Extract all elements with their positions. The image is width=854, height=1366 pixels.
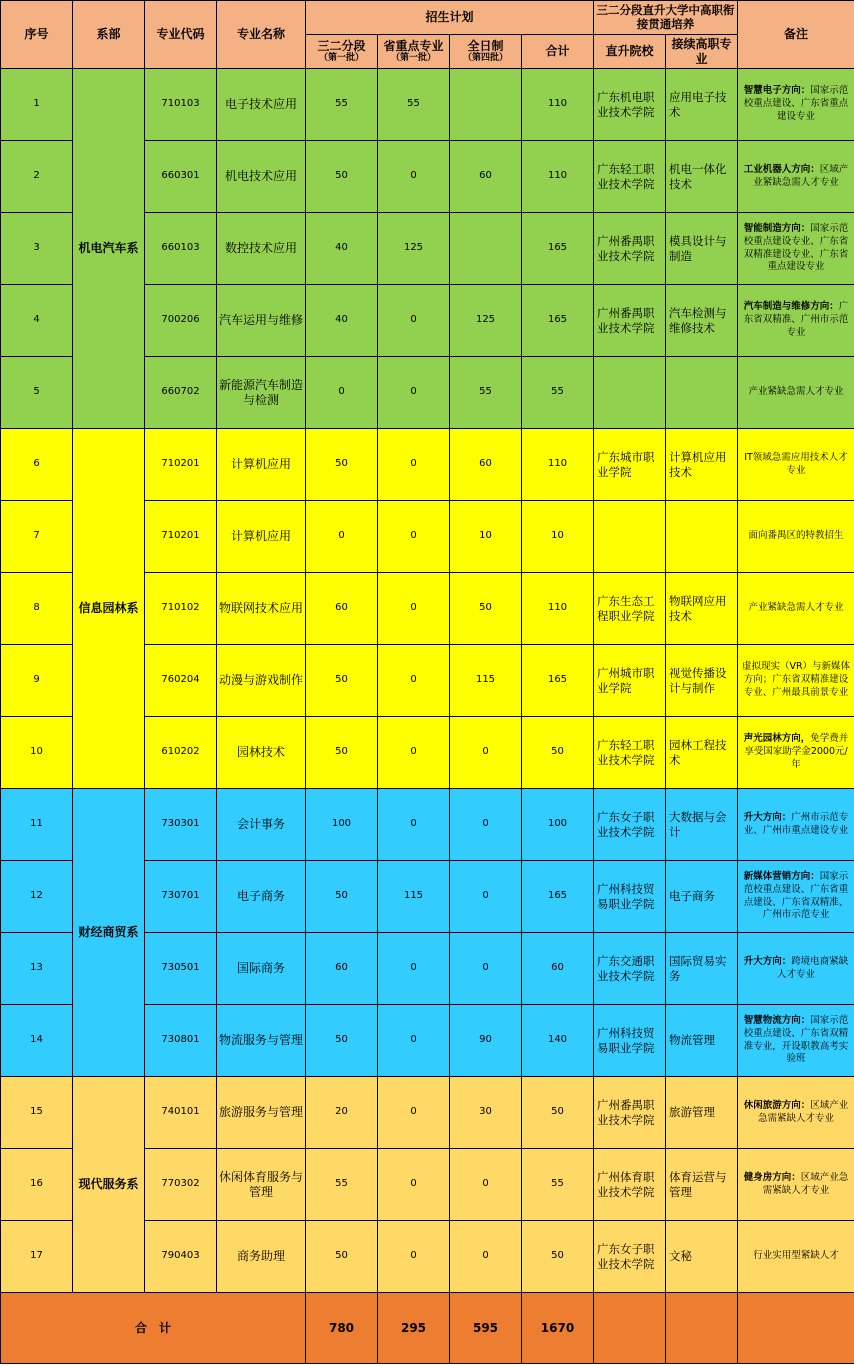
seq-cell: 4 (1, 285, 73, 357)
school-cell: 广州番禺职业技术学院 (594, 285, 666, 357)
code-cell: 790403 (145, 1221, 217, 1293)
school-cell: 广东交通职业技术学院 (594, 933, 666, 1005)
note-text: 区域产业紧缺急需人才专业 (753, 163, 849, 188)
plan-key-cell: 0 (378, 789, 450, 861)
seq-cell: 1 (1, 69, 73, 141)
plan-32-cell: 0 (306, 501, 378, 573)
note-cell (738, 69, 854, 141)
note-cell (738, 861, 854, 933)
seq-cell: 6 (1, 429, 73, 501)
header-note: 备注 (738, 1, 854, 69)
plan-key-cell: 0 (378, 1221, 450, 1293)
seq-cell: 2 (1, 141, 73, 213)
plan-32-cell: 40 (306, 213, 378, 285)
seq-cell: 3 (1, 213, 73, 285)
seq-cell: 9 (1, 645, 73, 717)
code-cell: 660702 (145, 357, 217, 429)
note-cell (738, 357, 854, 429)
header-school: 直升院校 (594, 35, 666, 69)
code-cell: 710201 (145, 429, 217, 501)
major-cell (666, 501, 738, 573)
name-cell: 新能源汽车制造与检测 (217, 357, 306, 429)
dept-cell: 财经商贸系 (73, 789, 145, 1077)
plan-full-cell: 0 (450, 1221, 522, 1293)
name-cell: 旅游服务与管理 (217, 1077, 306, 1149)
plan-total-cell: 165 (522, 645, 594, 717)
plan-32-cell: 20 (306, 1077, 378, 1149)
plan-total-cell: 10 (522, 501, 594, 573)
plan-32-cell: 50 (306, 1005, 378, 1077)
header-32: 三二分段 （第一批） (306, 35, 378, 69)
school-cell: 广州番禺职业技术学院 (594, 213, 666, 285)
note-highlight: 新媒体营销方向： (743, 870, 820, 882)
note-highlight: 工业机器人方向： (743, 163, 820, 175)
name-cell: 休闲体育服务与管理 (217, 1149, 306, 1221)
plan-key-cell: 0 (378, 357, 450, 429)
header-key: 省重点专业 （第一批） (378, 35, 450, 69)
note-text: 区域产业急需紧缺人才专业 (762, 1171, 849, 1196)
note-text: 产业紧缺急需人才专业 (748, 386, 844, 398)
plan-total-cell: 50 (522, 717, 594, 789)
plan-total-cell: 110 (522, 573, 594, 645)
plan-full-cell: 55 (450, 357, 522, 429)
name-cell: 会计事务 (217, 789, 306, 861)
note-highlight: 休闲旅游方向： (743, 1099, 811, 1111)
plan-key-cell: 125 (378, 213, 450, 285)
major-cell: 旅游管理 (666, 1077, 738, 1149)
plan-total-cell: 100 (522, 789, 594, 861)
note-cell (738, 285, 854, 357)
plan-key-cell: 0 (378, 717, 450, 789)
seq-cell: 14 (1, 1005, 73, 1077)
major-cell: 计算机应用技术 (666, 429, 738, 501)
seq-cell: 7 (1, 501, 73, 573)
note-highlight: 智能制造方向： (743, 222, 811, 234)
dept-cell: 信息园林系 (73, 429, 145, 789)
seq-cell: 16 (1, 1149, 73, 1221)
note-cell (738, 429, 854, 501)
name-cell: 物联网技术应用 (217, 573, 306, 645)
plan-full-cell (450, 69, 522, 141)
seq-cell: 13 (1, 933, 73, 1005)
school-cell (594, 357, 666, 429)
name-cell: 数控技术应用 (217, 213, 306, 285)
header-univ-group: 三二分段直升大学中高职衔接贯通培养 (594, 1, 738, 35)
note-cell (738, 933, 854, 1005)
plan-key-cell: 115 (378, 861, 450, 933)
plan-full-cell: 90 (450, 1005, 522, 1077)
plan-total-cell: 50 (522, 1221, 594, 1293)
note-cell (738, 141, 854, 213)
plan-full-cell: 115 (450, 645, 522, 717)
school-cell: 广州科技贸易职业学院 (594, 1005, 666, 1077)
note-cell (738, 573, 854, 645)
note-text: 虚拟现实（VR）与新媒体方向；广东省双精准建设专业、广州最具前景专业 (741, 661, 851, 698)
seq-cell: 11 (1, 789, 73, 861)
code-cell: 660103 (145, 213, 217, 285)
plan-total-cell: 165 (522, 861, 594, 933)
plan-full-cell: 50 (450, 573, 522, 645)
plan-full-cell: 30 (450, 1077, 522, 1149)
major-cell: 电子商务 (666, 861, 738, 933)
plan-32-cell: 0 (306, 357, 378, 429)
plan-total-cell: 165 (522, 213, 594, 285)
plan-total-cell: 110 (522, 429, 594, 501)
name-cell: 机电技术应用 (217, 141, 306, 213)
code-cell: 740101 (145, 1077, 217, 1149)
header-total: 合计 (522, 35, 594, 69)
code-cell: 770302 (145, 1149, 217, 1221)
header-seq: 序号 (1, 1, 73, 69)
note-text: 面向番禺区的特教招生 (748, 530, 844, 542)
major-cell (666, 357, 738, 429)
note-cell (738, 717, 854, 789)
header-dept: 系部 (73, 1, 145, 69)
name-cell: 计算机应用 (217, 429, 306, 501)
plan-full-cell: 0 (450, 789, 522, 861)
name-cell: 国际商务 (217, 933, 306, 1005)
plan-key-cell: 0 (378, 285, 450, 357)
seq-cell: 12 (1, 861, 73, 933)
plan-key-cell: 0 (378, 1005, 450, 1077)
note-cell (738, 1149, 854, 1221)
header-name: 专业名称 (217, 1, 306, 69)
header-full: 全日制 （第四批） (450, 35, 522, 69)
note-cell (738, 645, 854, 717)
name-cell: 动漫与游戏制作 (217, 645, 306, 717)
plan-total-cell: 55 (522, 1149, 594, 1221)
major-cell: 汽车检测与维修技术 (666, 285, 738, 357)
code-cell: 730501 (145, 933, 217, 1005)
plan-full-cell (450, 213, 522, 285)
plan-32-cell: 55 (306, 69, 378, 141)
major-cell: 国际贸易实务 (666, 933, 738, 1005)
plan-key-cell: 0 (378, 1077, 450, 1149)
note-text: 国家示范校重点建设、广东省双精准专业，开设职教高考实验班 (743, 1014, 849, 1065)
plan-total-cell: 55 (522, 357, 594, 429)
note-text: 跨境电商紧缺人才专业 (777, 955, 849, 980)
code-cell: 700206 (145, 285, 217, 357)
code-cell: 660301 (145, 141, 217, 213)
seq-cell: 5 (1, 357, 73, 429)
note-text: 区域产业急需紧缺人才专业 (758, 1099, 849, 1124)
name-cell: 电子商务 (217, 861, 306, 933)
plan-full-cell: 10 (450, 501, 522, 573)
total-note (738, 1293, 854, 1364)
note-cell (738, 789, 854, 861)
header-major: 接续高职专业 (666, 35, 738, 69)
major-cell: 文秘 (666, 1221, 738, 1293)
plan-32-cell: 60 (306, 573, 378, 645)
total-key: 295 (378, 1293, 450, 1364)
plan-key-cell: 0 (378, 429, 450, 501)
plan-32-cell: 50 (306, 429, 378, 501)
plan-key-cell: 55 (378, 69, 450, 141)
note-cell (738, 1221, 854, 1293)
total-major (666, 1293, 738, 1364)
code-cell: 730701 (145, 861, 217, 933)
plan-total-cell: 50 (522, 1077, 594, 1149)
note-text: 广东省双精准、广州市示范专业 (743, 301, 849, 338)
name-cell: 计算机应用 (217, 501, 306, 573)
school-cell: 广州番禺职业技术学院 (594, 1077, 666, 1149)
note-text: 国家示范校重点建设专业、广东省双精准建设专业、广东省重点建设专业 (743, 222, 849, 273)
major-cell: 视觉传播设计与制作 (666, 645, 738, 717)
school-cell: 广州城市职业学院 (594, 645, 666, 717)
seq-cell: 8 (1, 573, 73, 645)
major-cell: 物联网应用技术 (666, 573, 738, 645)
seq-cell: 10 (1, 717, 73, 789)
table-row (1, 69, 854, 141)
code-cell: 730801 (145, 1005, 217, 1077)
header-plan-group: 招生计划 (306, 1, 594, 35)
note-highlight: 升大方向： (743, 955, 792, 967)
dept-cell: 现代服务系 (73, 1077, 145, 1293)
school-cell: 广东轻工职业技术学院 (594, 141, 666, 213)
plan-full-cell: 0 (450, 933, 522, 1005)
note-text: 国家示范校重点建设、广东省重点建设专业 (743, 85, 849, 122)
plan-total-cell: 60 (522, 933, 594, 1005)
name-cell: 汽车运用与维修 (217, 285, 306, 357)
total-row (1, 1293, 854, 1364)
note-text: IT领域急需应用技术人才专业 (744, 451, 848, 476)
plan-32-cell: 55 (306, 1149, 378, 1221)
major-cell: 模具设计与制造 (666, 213, 738, 285)
plan-key-cell: 0 (378, 1149, 450, 1221)
plan-32-cell: 50 (306, 717, 378, 789)
plan-32-cell: 100 (306, 789, 378, 861)
total-32: 780 (306, 1293, 378, 1364)
total-label: 合 计 (1, 1293, 306, 1364)
note-cell (738, 213, 854, 285)
plan-key-cell: 0 (378, 645, 450, 717)
plan-total-cell: 110 (522, 141, 594, 213)
code-cell: 710201 (145, 501, 217, 573)
note-text: 行业实用型紧缺人才 (753, 1250, 839, 1262)
note-cell (738, 501, 854, 573)
name-cell: 商务助理 (217, 1221, 306, 1293)
dept-cell: 机电汽车系 (73, 69, 145, 429)
note-highlight: 声光园林方向， (743, 733, 811, 745)
note-text: 国家示范校重点建设、广东省重点建设、广东省双精准、广州市示范专业 (743, 870, 849, 921)
code-cell: 710102 (145, 573, 217, 645)
name-cell: 电子技术应用 (217, 69, 306, 141)
plan-full-cell: 0 (450, 861, 522, 933)
plan-full-cell: 125 (450, 285, 522, 357)
school-cell: 广东轻工职业技术学院 (594, 717, 666, 789)
note-text: 产业紧缺急需人才专业 (748, 602, 844, 614)
major-cell: 大数据与会计 (666, 789, 738, 861)
plan-full-cell: 0 (450, 717, 522, 789)
note-text: 广州市示范专业、广州市重点建设专业 (743, 811, 849, 836)
code-cell: 710103 (145, 69, 217, 141)
code-cell: 730301 (145, 789, 217, 861)
school-cell: 广东城市职业学院 (594, 429, 666, 501)
major-cell: 园林工程技术 (666, 717, 738, 789)
major-cell: 物流管理 (666, 1005, 738, 1077)
name-cell: 园林技术 (217, 717, 306, 789)
plan-key-cell: 0 (378, 933, 450, 1005)
note-highlight: 汽车制造与维修方向： (743, 301, 839, 313)
total-sum: 1670 (522, 1293, 594, 1364)
name-cell: 物流服务与管理 (217, 1005, 306, 1077)
header-code: 专业代码 (145, 1, 217, 69)
table-row (1, 429, 854, 501)
total-full: 595 (450, 1293, 522, 1364)
note-cell (738, 1005, 854, 1077)
note-highlight: 升大方向： (743, 811, 792, 823)
plan-total-cell: 110 (522, 69, 594, 141)
plan-total-cell: 140 (522, 1005, 594, 1077)
note-text: 免学费并享受国家助学金2000元/年 (744, 733, 849, 770)
plan-key-cell: 0 (378, 501, 450, 573)
school-cell: 广东机电职业技术学院 (594, 69, 666, 141)
plan-total-cell: 165 (522, 285, 594, 357)
plan-32-cell: 50 (306, 645, 378, 717)
seq-cell: 15 (1, 1077, 73, 1149)
major-cell: 体育运营与管理 (666, 1149, 738, 1221)
major-cell: 应用电子技术 (666, 69, 738, 141)
school-cell: 广东女子职业技术学院 (594, 1221, 666, 1293)
school-cell: 广州体育职业技术学院 (594, 1149, 666, 1221)
school-cell (594, 501, 666, 573)
seq-cell: 17 (1, 1221, 73, 1293)
note-highlight: 智慧电子方向： (743, 85, 811, 97)
plan-key-cell: 0 (378, 141, 450, 213)
major-cell: 机电一体化技术 (666, 141, 738, 213)
plan-32-cell: 50 (306, 1221, 378, 1293)
note-cell (738, 1077, 854, 1149)
plan-key-cell: 0 (378, 573, 450, 645)
plan-32-cell: 50 (306, 141, 378, 213)
note-highlight: 健身房方向： (743, 1171, 801, 1183)
plan-32-cell: 60 (306, 933, 378, 1005)
school-cell: 广东女子职业技术学院 (594, 789, 666, 861)
plan-32-cell: 40 (306, 285, 378, 357)
note-highlight: 智慧物流方向： (743, 1014, 811, 1026)
table-row (1, 789, 854, 861)
code-cell: 760204 (145, 645, 217, 717)
total-school (594, 1293, 666, 1364)
table-row (1, 1077, 854, 1149)
plan-full-cell: 60 (450, 429, 522, 501)
code-cell: 610202 (145, 717, 217, 789)
plan-32-cell: 50 (306, 861, 378, 933)
plan-full-cell: 60 (450, 141, 522, 213)
school-cell: 广州科技贸易职业学院 (594, 861, 666, 933)
school-cell: 广东生态工程职业学院 (594, 573, 666, 645)
plan-full-cell: 0 (450, 1149, 522, 1221)
